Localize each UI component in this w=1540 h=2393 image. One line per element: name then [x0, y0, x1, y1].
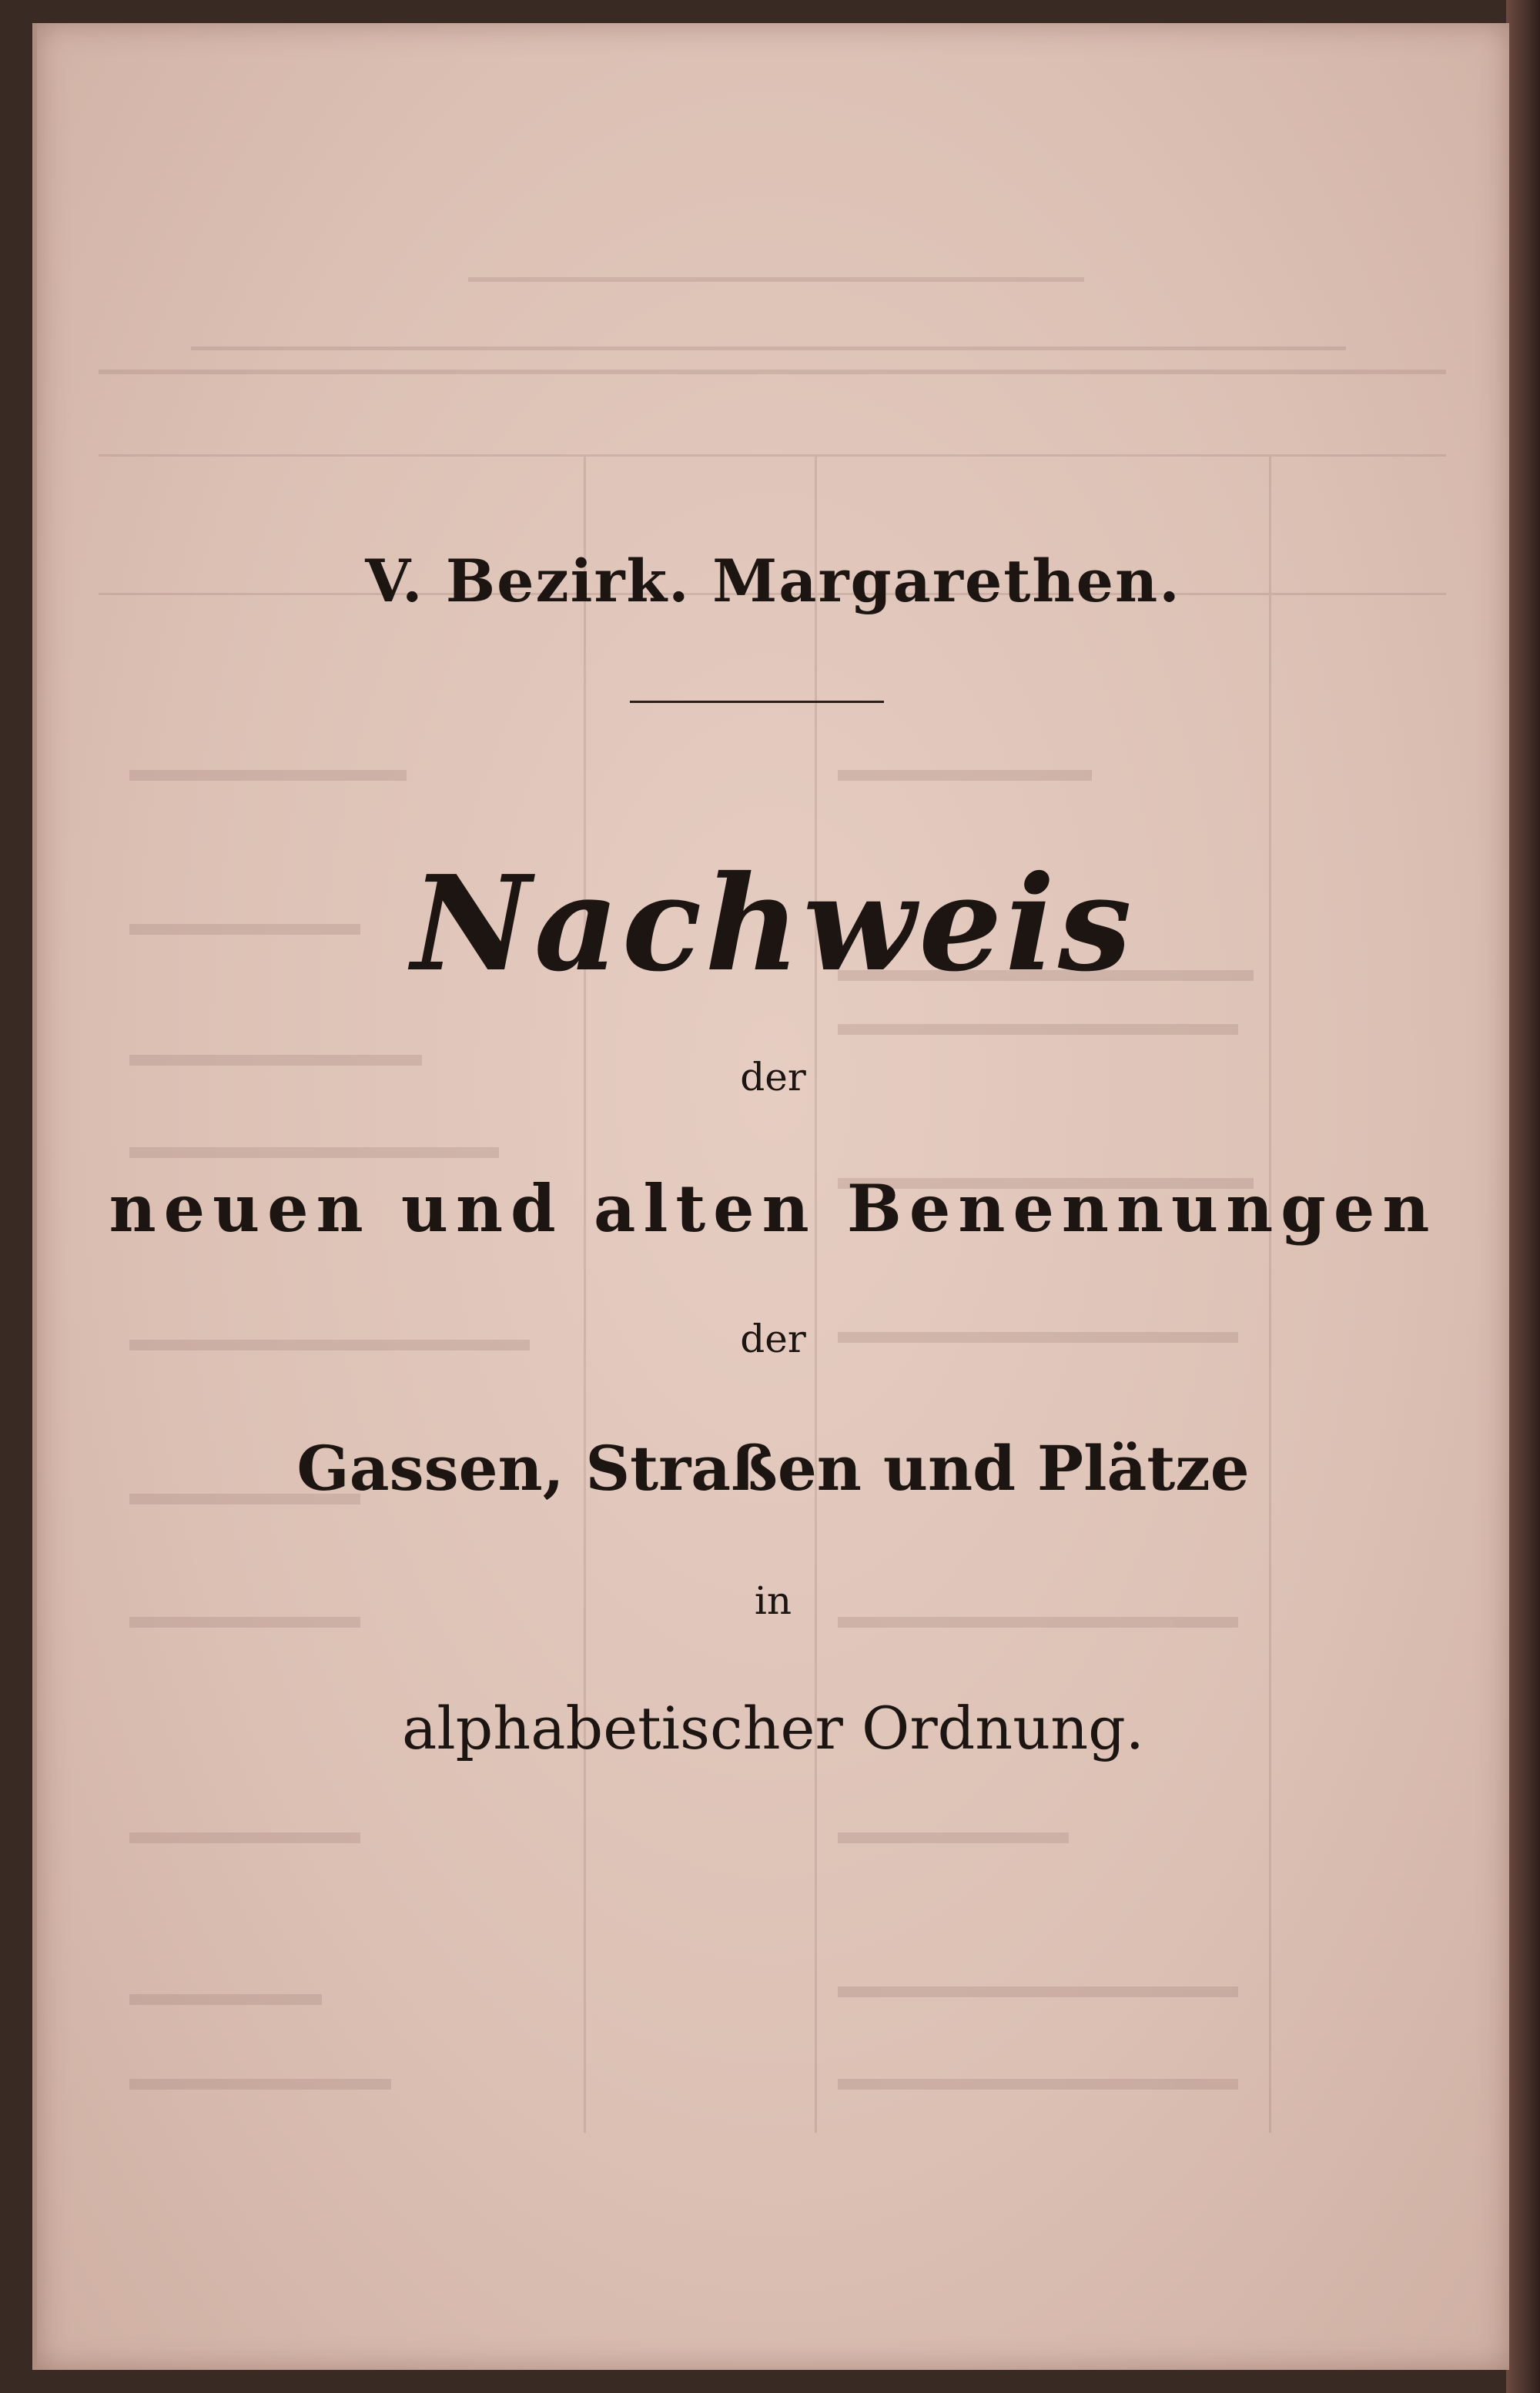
connector-text: der [740, 1317, 806, 1361]
main-title: Nachweis [411, 847, 1135, 1001]
subtitle-line: neuen und alten Benennungen [109, 1170, 1438, 1247]
book-edge [1506, 0, 1540, 2393]
connector-text: der [740, 1055, 806, 1099]
district-heading: V. Bezirk. Margarethen. [365, 547, 1181, 615]
connector-text: in [754, 1578, 792, 1623]
subtitle-line: alphabetischer Ordnung. [402, 1694, 1144, 1762]
subtitle-line: Gassen, Straßen und Plätze [296, 1432, 1250, 1504]
title-page-content [37, 23, 1509, 2370]
decorative-rule [630, 701, 884, 703]
book-page [32, 23, 1509, 2370]
